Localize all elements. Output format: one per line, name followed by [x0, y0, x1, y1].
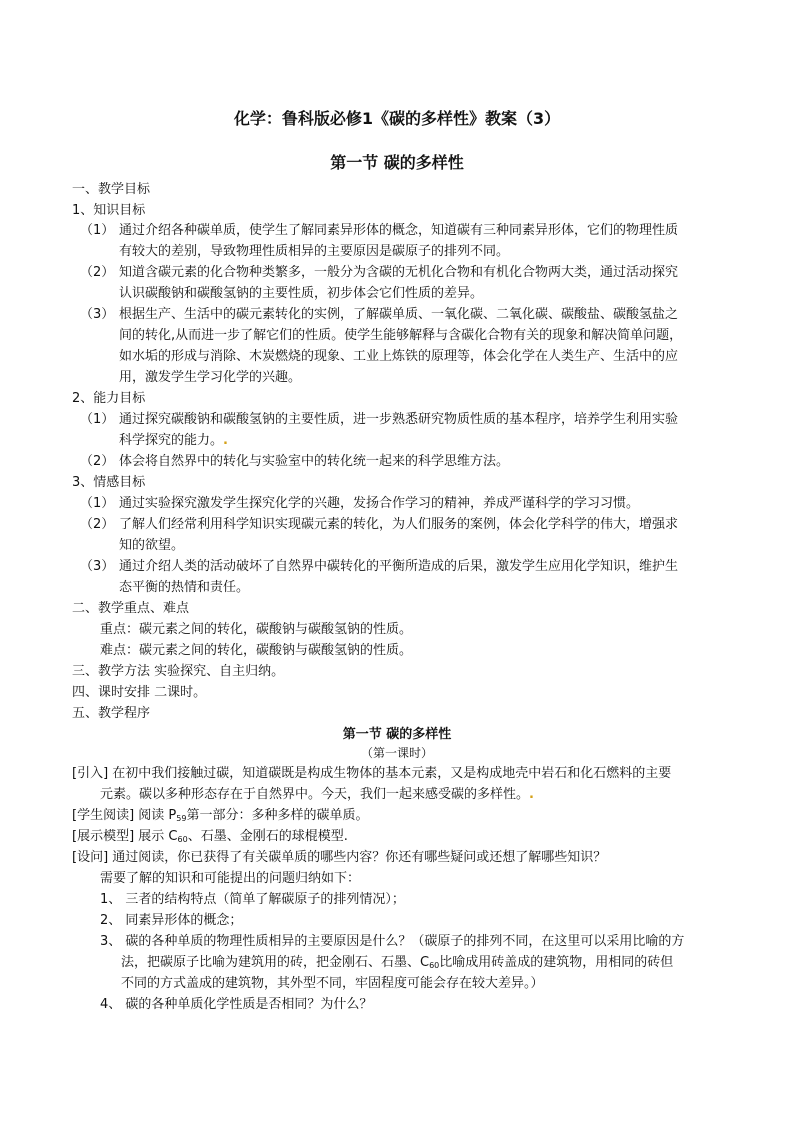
intro-paragraph: [引入] 在初中我们接触过碳，知道碳既是构成生物体的基本元素，又是构成地壳中岩石和化石燃料的主要 — [72, 766, 672, 781]
heading-methods: 三、教学方法 实验探究、自主归纳。 — [72, 664, 285, 679]
heading-schedule: 四、课时安排 二课时。 — [72, 685, 207, 700]
heading-emotion-goals: 3、情感目标 — [72, 475, 146, 490]
knowledge-item-2: （2） 知道含碳元素的化合物种类繁多，一般分为含碳的无机化合物和有机化合物两大类，通过活动探究 — [80, 265, 679, 280]
mark-dot: . — [529, 787, 534, 802]
emotion-item-1: （1） 通过实验探究激发学生探究化学的兴趣，发扬合作学习的精神，养成严谨科学的学习习惯。 — [80, 496, 640, 511]
heading-key-points: 二、教学重点、难点 — [72, 601, 190, 616]
ability-item-1-cont: 科学探究的能力。. — [119, 433, 228, 448]
question-item-3-cont: 不同的方式盖成的建筑物，其外型不同，牢固程度可能会存在较大差异。） — [121, 976, 544, 991]
question-prompt: [设问] 通过阅读，你已获得了有关碳单质的哪些内容？你还有哪些疑问或还想了解哪些知识？ — [72, 850, 607, 865]
show-model: [展示模型] 展示 $C_{60}$、石墨、金刚石的球棍模型. — [72, 829, 348, 844]
student-reading: [学生阅读] 阅读 $P_{59}$第一部分：多种多样的碳单质。 — [72, 808, 369, 823]
knowledge-item-2-cont: 认识碳酸钠和碳酸氢钠的主要性质，初步体会它们性质的差异。 — [119, 286, 484, 301]
section-title: 第一节 碳的多样性 — [330, 153, 464, 172]
question-item-1: 1、 三者的结构特点（简单了解碳原子的排列情况）； — [100, 892, 405, 907]
difficulty-point: 难点：碳元素之间的转化，碳酸钠与碳酸氢钠的性质。 — [100, 643, 413, 658]
question-item-2: 2、 同素异形体的概念； — [100, 913, 243, 928]
heading-procedure: 五、教学程序 — [72, 706, 151, 721]
knowledge-item-1: （1） 通过介绍各种碳单质，使学生了解同素异形体的概念，知道碳有三种同素异形体，它们的物理性质 — [80, 223, 679, 238]
heading-teaching-goals: 一、教学目标 — [72, 182, 151, 197]
knowledge-item-3: （3） 根据生产、生活中的碳元素转化的实例，了解碳单质、一氧化碳、二氧化碳、碳酸盐、碳酸氢盐之 — [80, 307, 679, 322]
document-title: 化学：鲁科版必修1《碳的多样性》教案（3） — [233, 109, 561, 128]
knowledge-item-3-cont: 间的转化,从而进一步了解它们的性质。使学生能够解释与含碳化合物有关的现象和解决简单问题， — [119, 328, 683, 343]
question-item-3: 3、 碳的各种单质的物理性质相异的主要原因是什么？（碳原子的排列不同，在这里可以采用比喻的方 — [100, 934, 685, 949]
mark-dot: . — [223, 433, 228, 448]
emotion-item-3: （3） 通过介绍人类的活动破坏了自然界中碳转化的平衡所造成的后果，激发学生应用化学知识，维护生 — [80, 559, 679, 574]
summary-intro: 需要了解的知识和可能提出的问题归纳如下： — [100, 871, 361, 886]
knowledge-item-3-cont: 如水垢的形成与消除、木炭燃烧的现象、工业上炼铁的原理等，体会化学在人类生产、生活中的应 — [119, 349, 679, 364]
knowledge-item-1-cont: 有较大的差别，导致物理性质相异的主要原因是碳原子的排列不同。 — [119, 244, 510, 259]
lesson-label: （第一课时） — [360, 746, 433, 760]
heading-knowledge-goals: 1、知识目标 — [72, 203, 146, 218]
ability-item-1: （1） 通过探究碳酸钠和碳酸氢钠的主要性质，进一步熟悉研究物质性质的基本程序，培养学生利用实验 — [80, 412, 679, 427]
subsection-title: 第一节 碳的多样性 — [342, 727, 452, 742]
key-point: 重点：碳元素之间的转化，碳酸钠与碳酸氢钠的性质。 — [100, 622, 413, 637]
question-item-3-cont: 法，把碳原子比喻为建筑用的砖，把金刚石、石墨、$C_{60}$比喻成用砖盖成的建筑物，用相同的砖但 — [121, 955, 674, 970]
intro-paragraph-cont: 元素。碳以多种形态存在于自然界中。今天，我们一起来感受碳的多样性。. — [100, 787, 534, 802]
emotion-item-3-cont: 态平衡的热情和责任。 — [119, 580, 250, 595]
ability-item-2: （2） 体会将自然界中的转化与实验室中的转化统一起来的科学思维方法。 — [80, 454, 510, 469]
question-item-4: 4、 碳的各种单质化学性质是否相同？为什么？ — [100, 997, 373, 1012]
knowledge-item-3-cont: 用，激发学生学习化学的兴趣。 — [119, 370, 302, 385]
emotion-item-2-cont: 知的欲望。 — [119, 538, 185, 553]
heading-ability-goals: 2、能力目标 — [72, 391, 146, 406]
emotion-item-2: （2） 了解人们经常利用科学知识实现碳元素的转化，为人们服务的案例，体会化学科学的伟大，增强求 — [80, 517, 679, 532]
